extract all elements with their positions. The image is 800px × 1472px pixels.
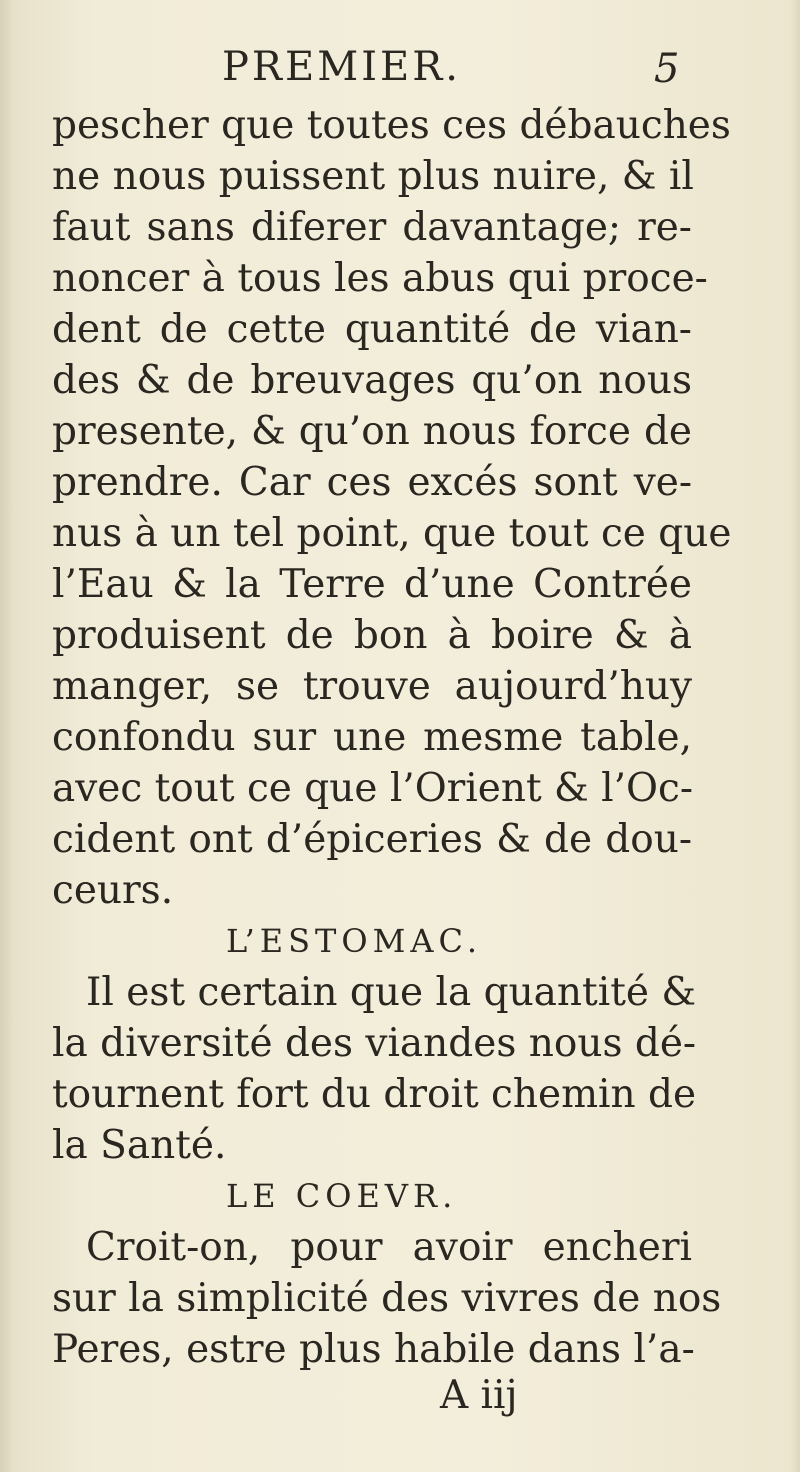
text-line: prendre. Car ces excés sont ve-	[52, 460, 692, 505]
text-line: ceurs.	[52, 868, 174, 913]
text-line: la Santé.	[52, 1123, 227, 1168]
text-line: la diversité des viandes nous dé-	[52, 1021, 697, 1066]
text-line: des & de breuvages qu’on nous	[52, 358, 692, 403]
text-block	[52, 100, 732, 1375]
text-line: manger, se trouve aujourd’huy	[52, 664, 692, 709]
text-line: faut sans diferer davantage; re-	[52, 205, 692, 250]
text-line: Croit-on, pour avoir encheri	[86, 1225, 692, 1270]
text-line: cident ont d’épiceries & de dou-	[52, 817, 692, 862]
text-line: nus à un tel point, que tout ce que	[52, 511, 732, 556]
page-edge-right	[790, 0, 800, 1472]
running-head-title: PREMIER.	[222, 44, 462, 90]
speaker-heading-estomac: L’ESTOMAC.	[226, 922, 482, 960]
text-line: dent de cette quantité de vian-	[52, 307, 692, 352]
running-head	[0, 40, 800, 100]
text-line: confondu sur une mesme table,	[52, 715, 692, 760]
text-line: pescher que toutes ces débauches	[52, 103, 731, 148]
signature-mark: A iij	[440, 1373, 518, 1418]
text-line: Peres, estre plus habile dans l’a-	[52, 1327, 695, 1372]
page-edge-left	[0, 0, 14, 1472]
text-line: noncer à tous les abus qui proce-	[52, 256, 708, 301]
text-line: avec tout ce que l’Orient & l’Oc-	[52, 766, 694, 811]
page-number: 5	[654, 46, 680, 92]
text-line: ne nous puissent plus nuire, & il	[52, 154, 694, 199]
text-line: tournent fort du droit chemin de	[52, 1072, 697, 1117]
speaker-heading-coeur: LE COEVR.	[226, 1177, 458, 1215]
text-line: l’Eau & la Terre d’une Contrée	[52, 562, 692, 607]
text-line: produisent de bon à boire & à	[52, 613, 692, 658]
text-line: presente, & qu’on nous force de	[52, 409, 692, 454]
text-line: Il est certain que la quantité &	[86, 970, 697, 1015]
text-line: sur la simplicité des vivres de nos	[52, 1276, 722, 1321]
